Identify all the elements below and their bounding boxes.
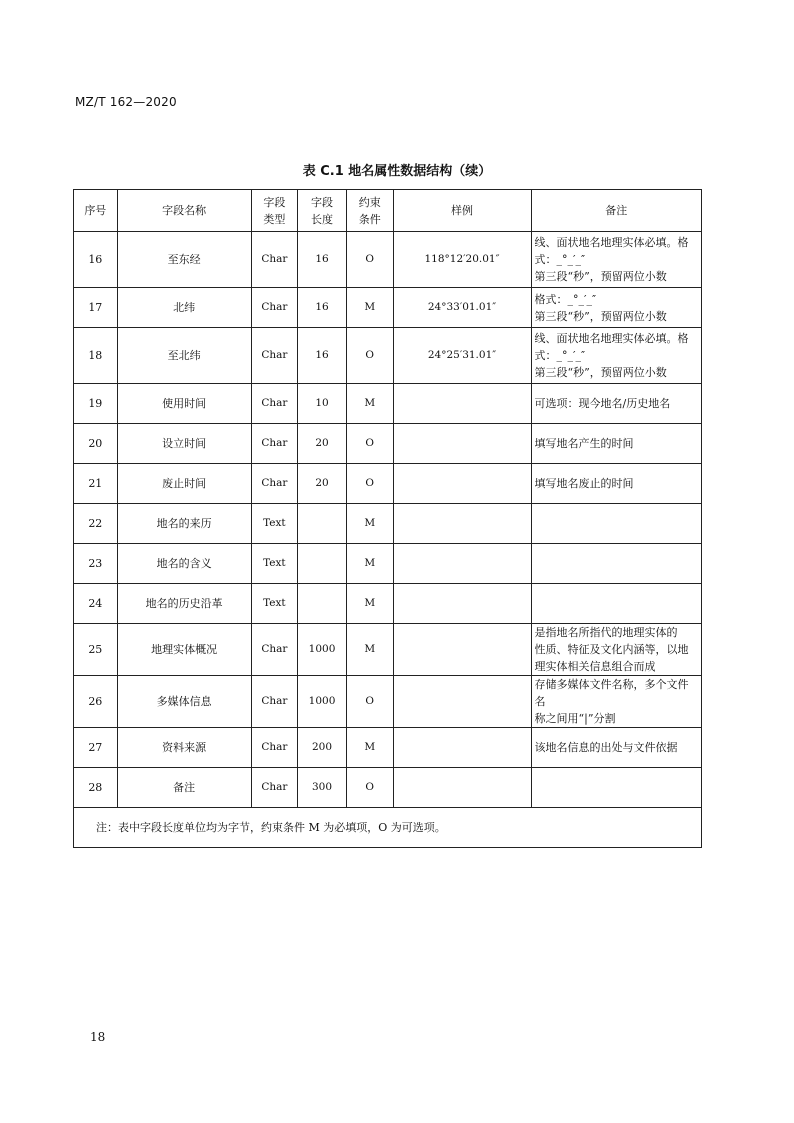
cell-example bbox=[393, 624, 531, 676]
cell-length: 20 bbox=[298, 424, 347, 464]
cell-constraint: M bbox=[346, 288, 393, 328]
cell-length: 1000 bbox=[298, 624, 347, 676]
cell-seq: 18 bbox=[74, 328, 118, 384]
cell-type: Char bbox=[251, 232, 298, 288]
attribute-table bbox=[73, 189, 702, 848]
cell-example bbox=[393, 464, 531, 504]
cell-constraint: M bbox=[346, 504, 393, 544]
cell-constraint: O bbox=[346, 676, 393, 728]
cell-remark: 该地名信息的出处与文件依据 bbox=[531, 728, 702, 768]
table-row bbox=[74, 728, 702, 768]
table-row bbox=[74, 676, 702, 728]
cell-type: Char bbox=[251, 328, 298, 384]
col-header-type: 字段 类型 bbox=[251, 190, 298, 232]
cell-length: 1000 bbox=[298, 676, 347, 728]
table-row bbox=[74, 424, 702, 464]
table-header-row bbox=[74, 190, 702, 232]
cell-remark bbox=[531, 544, 702, 584]
cell-name: 至北纬 bbox=[117, 328, 251, 384]
table-row bbox=[74, 328, 702, 384]
cell-seq: 17 bbox=[74, 288, 118, 328]
cell-type: Char bbox=[251, 384, 298, 424]
cell-type: Char bbox=[251, 676, 298, 728]
cell-length: 10 bbox=[298, 384, 347, 424]
cell-example bbox=[393, 768, 531, 808]
cell-constraint: O bbox=[346, 232, 393, 288]
table-row bbox=[74, 464, 702, 504]
cell-example bbox=[393, 424, 531, 464]
cell-example: 24°33′01.01″ bbox=[393, 288, 531, 328]
cell-seq: 16 bbox=[74, 232, 118, 288]
cell-type: Char bbox=[251, 288, 298, 328]
table-row bbox=[74, 584, 702, 624]
cell-name: 废止时间 bbox=[117, 464, 251, 504]
col-header-length: 字段 长度 bbox=[298, 190, 347, 232]
cell-seq: 23 bbox=[74, 544, 118, 584]
cell-remark: 填写地名废止的时间 bbox=[531, 464, 702, 504]
cell-example bbox=[393, 504, 531, 544]
cell-type: Char bbox=[251, 424, 298, 464]
cell-length: 16 bbox=[298, 232, 347, 288]
cell-remark: 填写地名产生的时间 bbox=[531, 424, 702, 464]
table-footnote: 注：表中字段长度单位均为字节，约束条件 M 为必填项，O 为可选项。 bbox=[74, 808, 702, 848]
cell-example bbox=[393, 384, 531, 424]
cell-seq: 26 bbox=[74, 676, 118, 728]
cell-name: 北纬 bbox=[117, 288, 251, 328]
cell-name: 备注 bbox=[117, 768, 251, 808]
cell-constraint: M bbox=[346, 544, 393, 584]
col-header-seq: 序号 bbox=[74, 190, 118, 232]
col-header-example: 样例 bbox=[393, 190, 531, 232]
table-row bbox=[74, 768, 702, 808]
cell-remark: 格式：_°_′_″ 第三段“秒”，预留两位小数 bbox=[531, 288, 702, 328]
table-row bbox=[74, 624, 702, 676]
cell-seq: 19 bbox=[74, 384, 118, 424]
cell-type: Text bbox=[251, 504, 298, 544]
cell-length: 16 bbox=[298, 328, 347, 384]
cell-seq: 21 bbox=[74, 464, 118, 504]
cell-name: 使用时间 bbox=[117, 384, 251, 424]
table-row bbox=[74, 288, 702, 328]
cell-seq: 28 bbox=[74, 768, 118, 808]
cell-seq: 22 bbox=[74, 504, 118, 544]
cell-name: 地名的含义 bbox=[117, 544, 251, 584]
cell-remark bbox=[531, 768, 702, 808]
cell-constraint: O bbox=[346, 768, 393, 808]
cell-remark bbox=[531, 584, 702, 624]
cell-name: 资料来源 bbox=[117, 728, 251, 768]
cell-length bbox=[298, 544, 347, 584]
cell-constraint: M bbox=[346, 624, 393, 676]
cell-remark: 存储多媒体文件名称，多个文件名 称之间用“|”分割 bbox=[531, 676, 702, 728]
cell-length bbox=[298, 584, 347, 624]
col-header-remark: 备注 bbox=[531, 190, 702, 232]
cell-remark bbox=[531, 504, 702, 544]
cell-constraint: O bbox=[346, 328, 393, 384]
cell-name: 至东经 bbox=[117, 232, 251, 288]
table-footnote-row bbox=[74, 808, 702, 848]
table-title: 表 C.1 地名属性数据结构（续） bbox=[302, 164, 492, 179]
table-row bbox=[74, 384, 702, 424]
table-row bbox=[74, 544, 702, 584]
cell-length: 20 bbox=[298, 464, 347, 504]
cell-constraint: O bbox=[346, 464, 393, 504]
cell-seq: 25 bbox=[74, 624, 118, 676]
cell-type: Text bbox=[251, 544, 298, 584]
col-header-constraint: 约束 条件 bbox=[346, 190, 393, 232]
cell-remark: 可选项：现今地名/历史地名 bbox=[531, 384, 702, 424]
cell-remark: 是指地名所指代的地理实体的 性质、特征及文化内涵等，以地 理实体相关信息组合而成 bbox=[531, 624, 702, 676]
cell-name: 地名的来历 bbox=[117, 504, 251, 544]
standard-code: MZ/T 162—2020 bbox=[75, 95, 177, 109]
cell-type: Char bbox=[251, 768, 298, 808]
cell-length: 300 bbox=[298, 768, 347, 808]
cell-name: 地理实体概况 bbox=[117, 624, 251, 676]
table-row bbox=[74, 504, 702, 544]
cell-example: 24°25′31.01″ bbox=[393, 328, 531, 384]
page-number: 18 bbox=[90, 1030, 106, 1044]
cell-name: 多媒体信息 bbox=[117, 676, 251, 728]
cell-seq: 20 bbox=[74, 424, 118, 464]
cell-example bbox=[393, 676, 531, 728]
cell-example bbox=[393, 544, 531, 584]
cell-remark: 线、面状地名地理实体必填。格 式：_°_′_″ 第三段“秒”，预留两位小数 bbox=[531, 232, 702, 288]
cell-type: Char bbox=[251, 728, 298, 768]
table-row bbox=[74, 232, 702, 288]
cell-remark: 线、面状地名地理实体必填。格 式：_°_′_″ 第三段“秒”，预留两位小数 bbox=[531, 328, 702, 384]
col-header-name: 字段名称 bbox=[117, 190, 251, 232]
cell-name: 设立时间 bbox=[117, 424, 251, 464]
cell-length: 200 bbox=[298, 728, 347, 768]
cell-constraint: M bbox=[346, 728, 393, 768]
cell-length bbox=[298, 504, 347, 544]
cell-example bbox=[393, 728, 531, 768]
cell-example bbox=[393, 584, 531, 624]
cell-example: 118°12′20.01″ bbox=[393, 232, 531, 288]
cell-seq: 24 bbox=[74, 584, 118, 624]
cell-type: Char bbox=[251, 464, 298, 504]
cell-type: Text bbox=[251, 584, 298, 624]
cell-constraint: M bbox=[346, 584, 393, 624]
cell-length: 16 bbox=[298, 288, 347, 328]
cell-type: Char bbox=[251, 624, 298, 676]
cell-constraint: O bbox=[346, 424, 393, 464]
cell-name: 地名的历史沿革 bbox=[117, 584, 251, 624]
cell-seq: 27 bbox=[74, 728, 118, 768]
cell-constraint: M bbox=[346, 384, 393, 424]
